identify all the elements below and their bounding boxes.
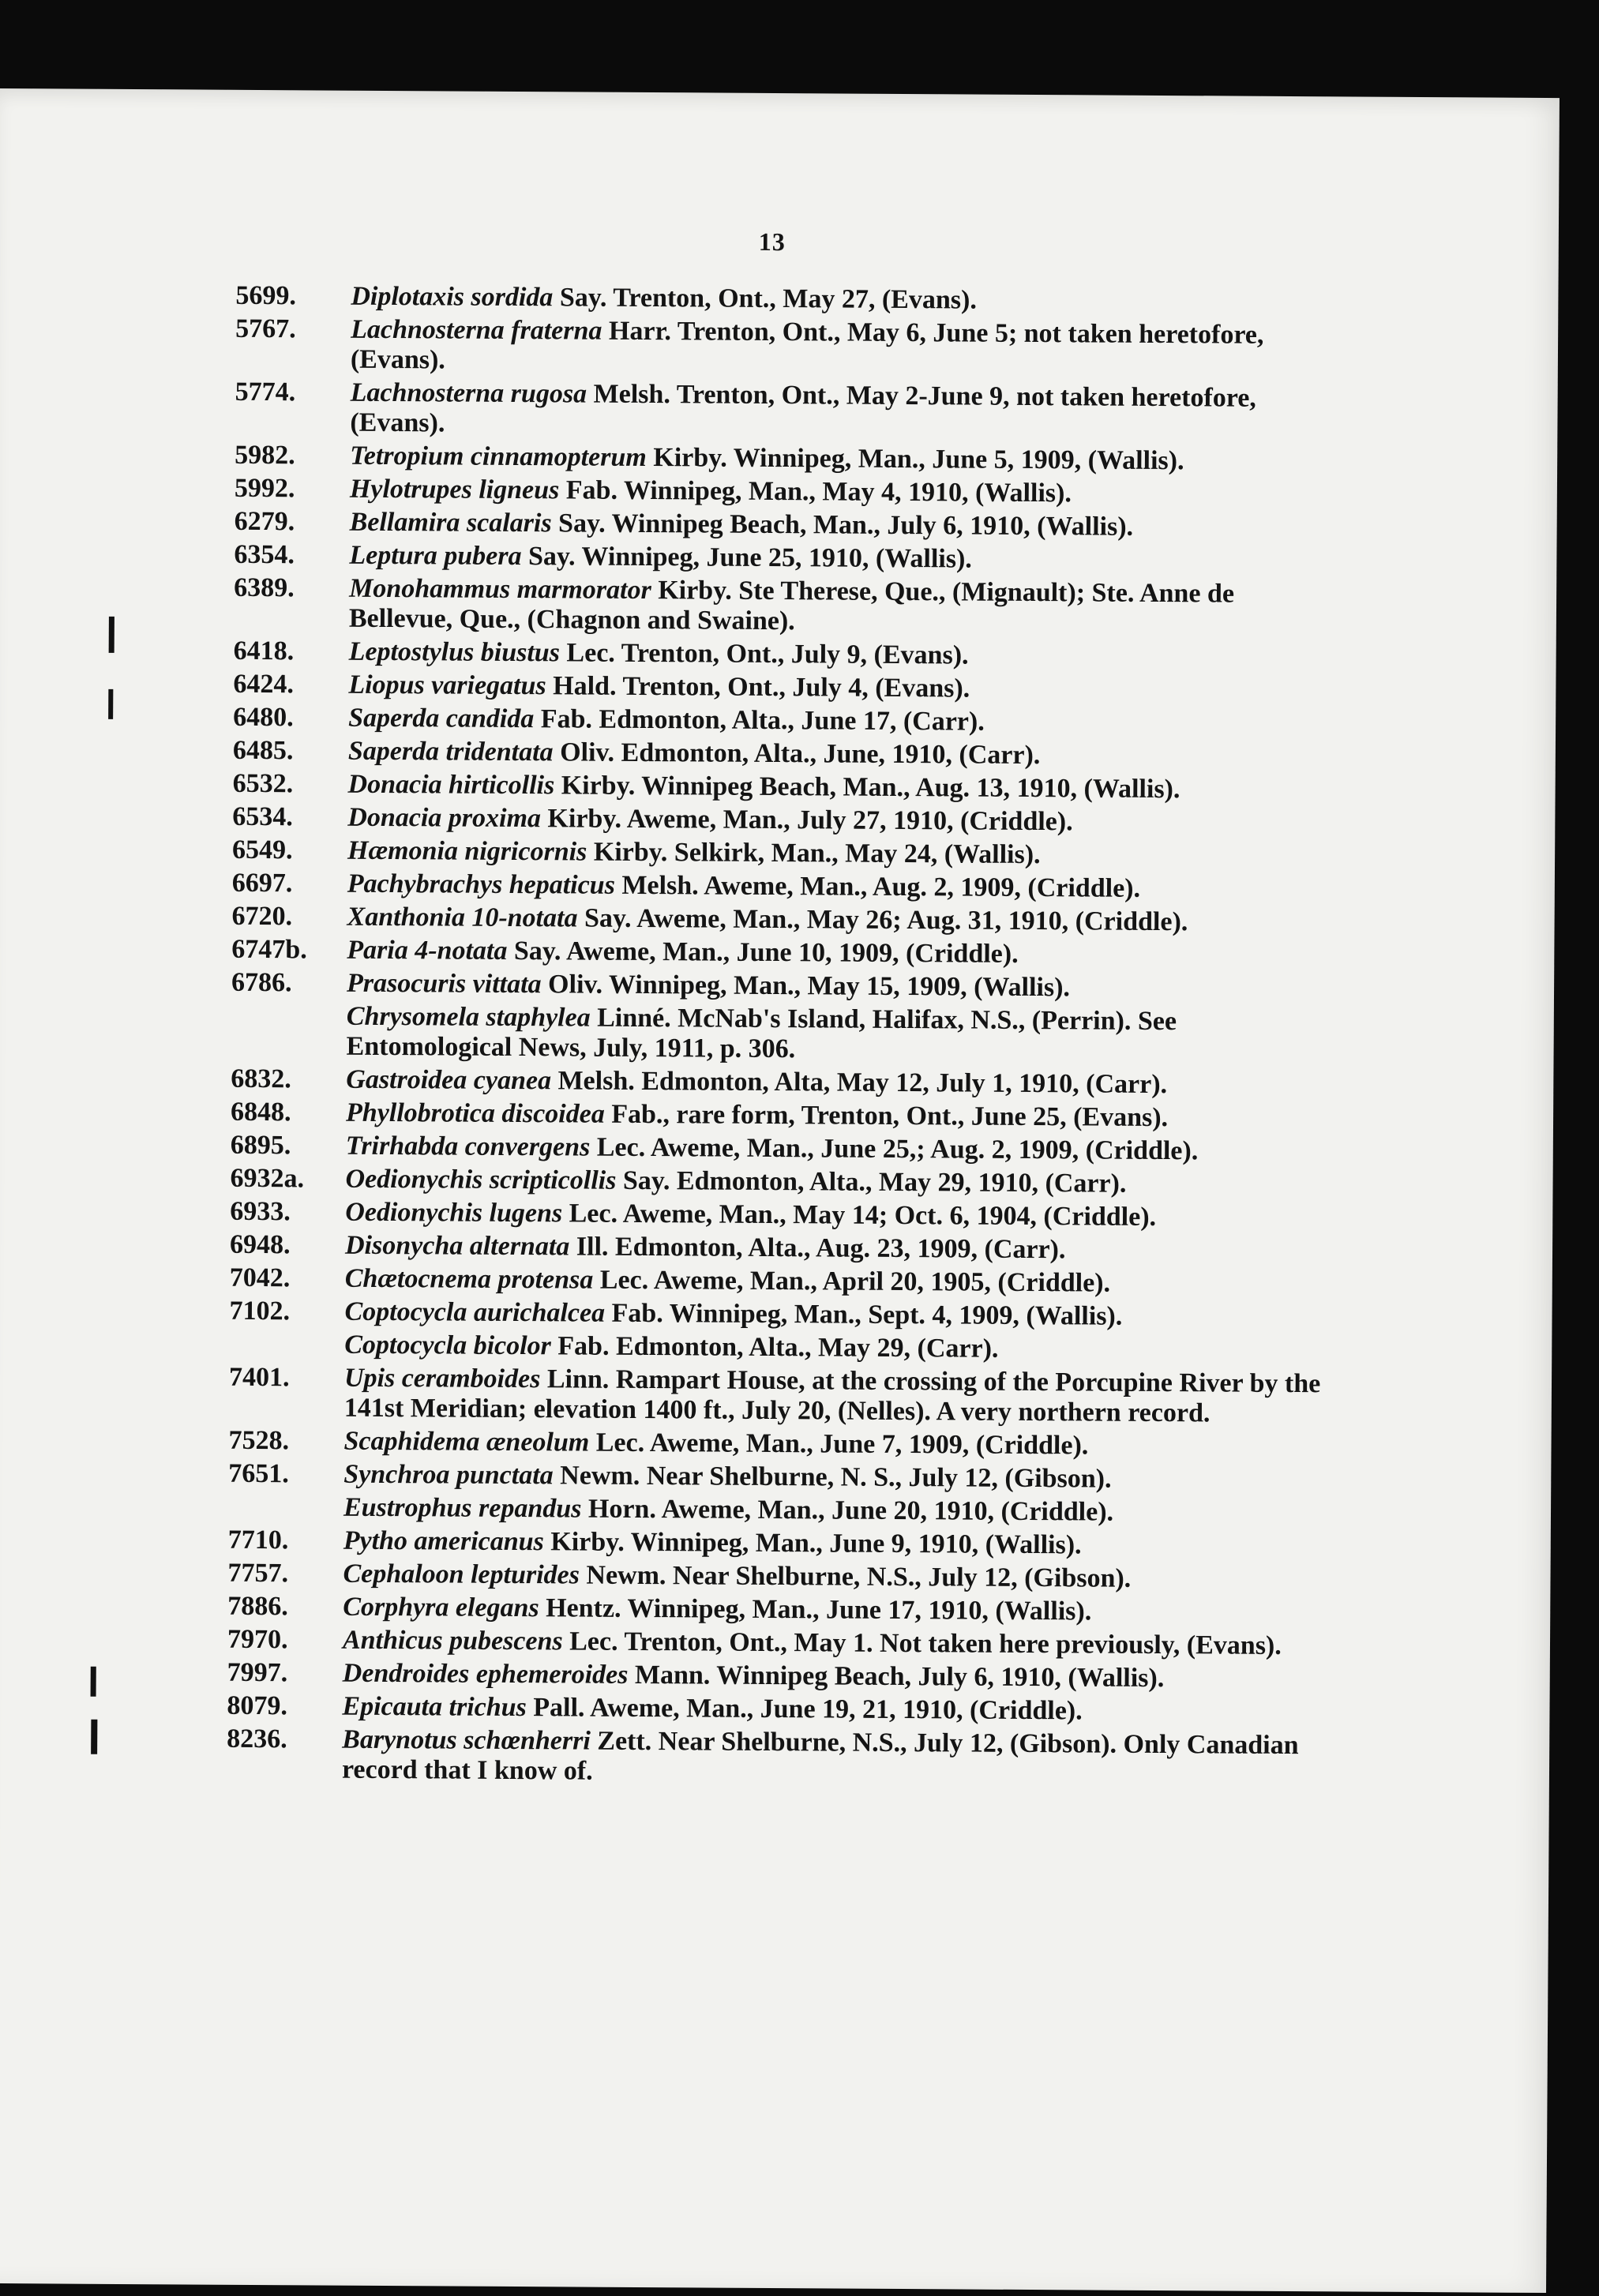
species-name: Corphyra elegans (343, 1592, 539, 1623)
catalog-number: 8236. (227, 1724, 287, 1754)
record-details: Lec. Trenton, Ont., May 1. Not taken here previously, (Evans). (569, 1626, 1282, 1660)
catalog-number: 6418. (233, 636, 295, 666)
catalog-number: 7528. (228, 1425, 290, 1456)
species-name: Donacia hirticollis (347, 769, 555, 801)
species-name: Coptocycla bicolor (344, 1330, 551, 1361)
record-details: Fab., rare form, Trenton, Ont., June 25, (Evans). (611, 1099, 1169, 1133)
record-details: Hald. Trenton, Ont., July 4, (Evans). (553, 671, 970, 703)
list-item (233, 703, 1338, 740)
species-name: Monohammus marmorator (349, 573, 651, 606)
catalog-number: 6948. (229, 1229, 291, 1260)
record-details: Oliv. Winnipeg, Man., May 15, 1909, (Wallis). (547, 970, 1071, 1003)
record-details: Harr. Trenton, Ont., May 6, June 5; not taken heretofore, (Evans). (350, 316, 1264, 375)
list-item (231, 1131, 1336, 1168)
list-item (235, 377, 1340, 445)
species-name: Oedionychis scripticollis (345, 1164, 617, 1195)
list-item (230, 1197, 1335, 1234)
species-name: Leptura pubera (349, 540, 522, 572)
record-details: Kirby. Winnipeg, Man., June 5, 1909, (Wallis). (653, 443, 1184, 476)
catalog-number: 6848. (230, 1097, 291, 1127)
catalog-number: 6354. (234, 539, 295, 570)
list-item (227, 1724, 1332, 1791)
catalog-number: 6424. (233, 669, 295, 700)
catalog-number: 6480. (233, 702, 294, 733)
species-name: Barynotus schœnherri (342, 1724, 591, 1756)
margin-mark (109, 617, 114, 653)
list-item (233, 769, 1338, 806)
catalog-number: 6786. (231, 967, 292, 998)
catalog-number: 5982. (235, 440, 295, 471)
list-item (234, 573, 1339, 640)
catalog-number: 7401. (228, 1362, 290, 1393)
list-item (234, 540, 1339, 577)
catalog-number: 6279. (234, 506, 295, 537)
species-name: Lachnosterna rugosa (350, 377, 587, 409)
catalog-number: 5767. (235, 313, 296, 344)
specimen-list (227, 281, 1342, 1795)
record-details: Newm. Near Shelburne, N. S., July 12, (Gibson). (560, 1461, 1112, 1494)
record-details: Melsh. Edmonton, Alta, May 12, July 1, 1910, (Carr). (557, 1066, 1168, 1100)
species-name: Xanthonia 10-notata (347, 902, 578, 933)
catalog-number: 6532. (232, 768, 294, 799)
record-details: Say. Edmonton, Alta., May 29, 1910, (Carr). (622, 1165, 1127, 1199)
species-name: Cephaloon lepturides (343, 1559, 580, 1590)
scanned-page (0, 88, 1560, 2293)
catalog-number: 7102. (229, 1296, 291, 1326)
record-details: Pall. Aweme, Man., June 19, 21, 1910, (Criddle). (533, 1693, 1083, 1726)
species-name: Chætocnema protensa (344, 1263, 594, 1295)
species-name: Tetropium cinnamopterum (350, 441, 647, 473)
list-item (230, 1164, 1335, 1201)
species-name: Scaphidema æneolum (343, 1426, 590, 1458)
catalog-number: 6720. (231, 901, 293, 932)
catalog-number: 6549. (232, 835, 293, 865)
species-name: Synchroa punctata (343, 1459, 554, 1491)
catalog-number: 5992. (234, 473, 295, 504)
list-item (232, 802, 1338, 839)
catalog-number: 7710. (227, 1525, 289, 1555)
list-item (231, 902, 1337, 939)
catalog-number: 6832. (231, 1064, 291, 1094)
species-name: Dendroides ephemeroides (342, 1658, 629, 1690)
list-item (228, 1525, 1334, 1563)
record-details: Hentz. Winnipeg, Man., June 17, 1910, (Wallis). (546, 1593, 1092, 1626)
species-name: Phyllobrotica discoidea (345, 1097, 605, 1129)
record-details: Mann. Winnipeg Beach, July 6, 1910, (Wallis). (634, 1660, 1165, 1694)
catalog-number: 8079. (227, 1690, 288, 1721)
list-item (233, 736, 1338, 773)
species-name: Trirhabda convergens (345, 1131, 591, 1162)
record-details: Kirby. Winnipeg, Man., June 9, 1910, (Wallis). (550, 1527, 1082, 1560)
list-item (231, 968, 1337, 1005)
catalog-number: 6697. (231, 868, 293, 899)
catalog-number (231, 1001, 342, 1002)
record-details: Kirby. Winnipeg Beach, Man., Aug. 13, 1910, (Wallis). (561, 771, 1180, 805)
record-details: Fab. Winnipeg, Man., May 4, 1910, (Wallis). (565, 475, 1072, 508)
margin-mark (91, 1720, 97, 1754)
list-item (231, 1097, 1336, 1135)
list-item (235, 441, 1340, 478)
list-item (227, 1559, 1333, 1596)
species-name: Saperda tridentata (347, 736, 554, 767)
record-details: Lec. Aweme, Man., April 20, 1905, (Criddle). (599, 1265, 1111, 1298)
catalog-number: 6485. (232, 735, 294, 766)
record-details: Lec. Aweme, Man., May 14; Oct. 6, 1904, (Criddle). (569, 1199, 1157, 1232)
species-name: Lachnosterna fraterna (351, 314, 602, 346)
catalog-number: 7651. (228, 1458, 289, 1489)
record-details: Say. Winnipeg Beach, Man., July 6, 1910, (Wallis). (558, 508, 1134, 542)
page-number: 13 (758, 227, 786, 257)
record-details: Say. Winnipeg, June 25, 1910, (Wallis). (527, 542, 972, 574)
record-details: Say. Trenton, Ont., May 27, (Evans). (559, 283, 977, 315)
species-name: Hylotrupes ligneus (349, 474, 560, 505)
catalog-number (228, 1492, 339, 1493)
species-name: Gastroidea cyanea (346, 1064, 552, 1096)
species-name: Pytho americanus (343, 1525, 544, 1557)
record-details: Say. Aweme, Man., May 26; Aug. 31, 1910, (Criddle). (584, 903, 1188, 937)
margin-mark (91, 1667, 96, 1697)
list-item (228, 1426, 1334, 1463)
record-details: Lec. Trenton, Ont., July 9, (Evans). (566, 638, 969, 670)
species-name: Upis ceramboides (343, 1363, 541, 1394)
list-item (227, 1691, 1332, 1728)
list-item (229, 1296, 1334, 1334)
species-name: Donacia proxima (347, 802, 542, 834)
species-name: Liopus variegatus (348, 670, 546, 701)
list-item (235, 314, 1341, 381)
list-item (231, 1064, 1336, 1101)
record-details: Melsh. Trenton, Ont., May 2-June 9, not taken heretofore, (Evans). (350, 379, 1256, 438)
species-name: Oedionychis lugens (345, 1197, 563, 1229)
record-details: Linné. McNab's Island, Halifax, N.S., (Perrin). See Entomological News, July, 1911, p. 306. (346, 1003, 1177, 1064)
list-item (232, 869, 1338, 906)
catalog-number: 6747b. (231, 934, 307, 965)
catalog-number: 6895. (230, 1130, 291, 1161)
list-item (235, 474, 1340, 511)
list-item (228, 1492, 1334, 1529)
list-item (231, 935, 1337, 972)
species-name: Paria 4-notata (347, 935, 508, 966)
record-details: Oliv. Edmonton, Alta., June, 1910, (Carr). (560, 737, 1041, 771)
species-name: Eustrophus repandus (343, 1492, 582, 1524)
record-details: Linn. Rampart House, at the crossing of the Porcupine River by the 141st Meridian; elevation 1400 ft., July 20, (Nelles). A very northern record. (343, 1364, 1321, 1428)
species-name: Disonycha alternata (344, 1230, 570, 1262)
species-name: Saperda candida (348, 703, 535, 734)
record-details: Horn. Aweme, Man., June 20, 1910, (Criddle). (587, 1494, 1114, 1527)
record-details: Kirby. Selkirk, Man., May 24, (Wallis). (593, 837, 1041, 870)
catalog-number: 6389. (234, 572, 295, 603)
list-item (235, 281, 1341, 318)
species-name: Diplotaxis sordida (351, 281, 554, 313)
species-name: Bellamira scalaris (349, 507, 552, 538)
list-item (232, 835, 1338, 872)
list-item (227, 1625, 1333, 1662)
record-details: Lec. Aweme, Man., June 7, 1909, (Criddle). (595, 1427, 1089, 1461)
record-details: Zett. Near Shelburne, N.S., July 12, (Gibson). Only Canadian record that I know of. (341, 1726, 1299, 1786)
species-name: Epicauta trichus (342, 1691, 527, 1723)
catalog-number: 7970. (227, 1624, 288, 1655)
record-details: Fab. Edmonton, Alta., June 17, (Carr). (540, 704, 985, 737)
record-details: Ill. Edmonton, Alta., Aug. 23, 1909, (Carr). (576, 1232, 1066, 1265)
record-details: Fab. Winnipeg, Man., Sept. 4, 1909, (Wallis). (611, 1298, 1123, 1331)
record-details: Say. Aweme, Man., June 10, 1909, (Criddle). (513, 936, 1019, 969)
species-name: Anthicus pubescens (342, 1625, 563, 1656)
list-item (227, 1658, 1333, 1695)
record-details: Kirby. Ste Therese, Que., (Mignault); Ste. Anne de Bellevue, Que., (Chagnon and Swaine). (348, 576, 1235, 636)
list-item (228, 1459, 1334, 1496)
catalog-number: 7997. (227, 1657, 288, 1688)
list-item (230, 1230, 1335, 1267)
record-details: Lec. Aweme, Man., June 25,; Aug. 2, 1909, (Criddle). (596, 1132, 1199, 1166)
record-details: Newm. Near Shelburne, N.S., July 12, (Gibson). (586, 1560, 1132, 1593)
list-item (227, 1592, 1333, 1629)
catalog-number: 6534. (232, 801, 293, 832)
species-name: Coptocycla aurichalcea (344, 1296, 606, 1328)
list-item (229, 1363, 1334, 1430)
list-item (231, 1001, 1336, 1068)
record-details: Fab. Edmonton, Alta., May 29, (Carr). (557, 1331, 999, 1364)
list-item (230, 1263, 1335, 1300)
catalog-number: 7886. (227, 1591, 288, 1622)
catalog-number: 6933. (230, 1196, 291, 1227)
catalog-number: 5699. (235, 280, 297, 311)
list-item (234, 636, 1339, 673)
margin-mark (108, 689, 113, 719)
species-name: Prasocuris vittata (346, 968, 542, 1000)
list-item (235, 507, 1340, 544)
species-name: Chrysomela staphylea (346, 1001, 591, 1033)
list-item (229, 1330, 1334, 1367)
catalog-number: 7757. (227, 1558, 289, 1589)
catalog-number: 6932a. (230, 1163, 305, 1194)
species-name: Leptostylus biustus (348, 636, 561, 668)
species-name: Hæmonia nigricornis (347, 835, 587, 867)
catalog-number: 7042. (229, 1262, 291, 1293)
catalog-number: 5774. (235, 377, 296, 407)
record-details: Kirby. Aweme, Man., July 27, 1910, (Criddle). (547, 804, 1073, 837)
record-details: Melsh. Aweme, Man., Aug. 2, 1909, (Criddle). (621, 870, 1141, 903)
species-name: Pachybrachys hepaticus (347, 869, 616, 900)
list-item (233, 670, 1338, 707)
